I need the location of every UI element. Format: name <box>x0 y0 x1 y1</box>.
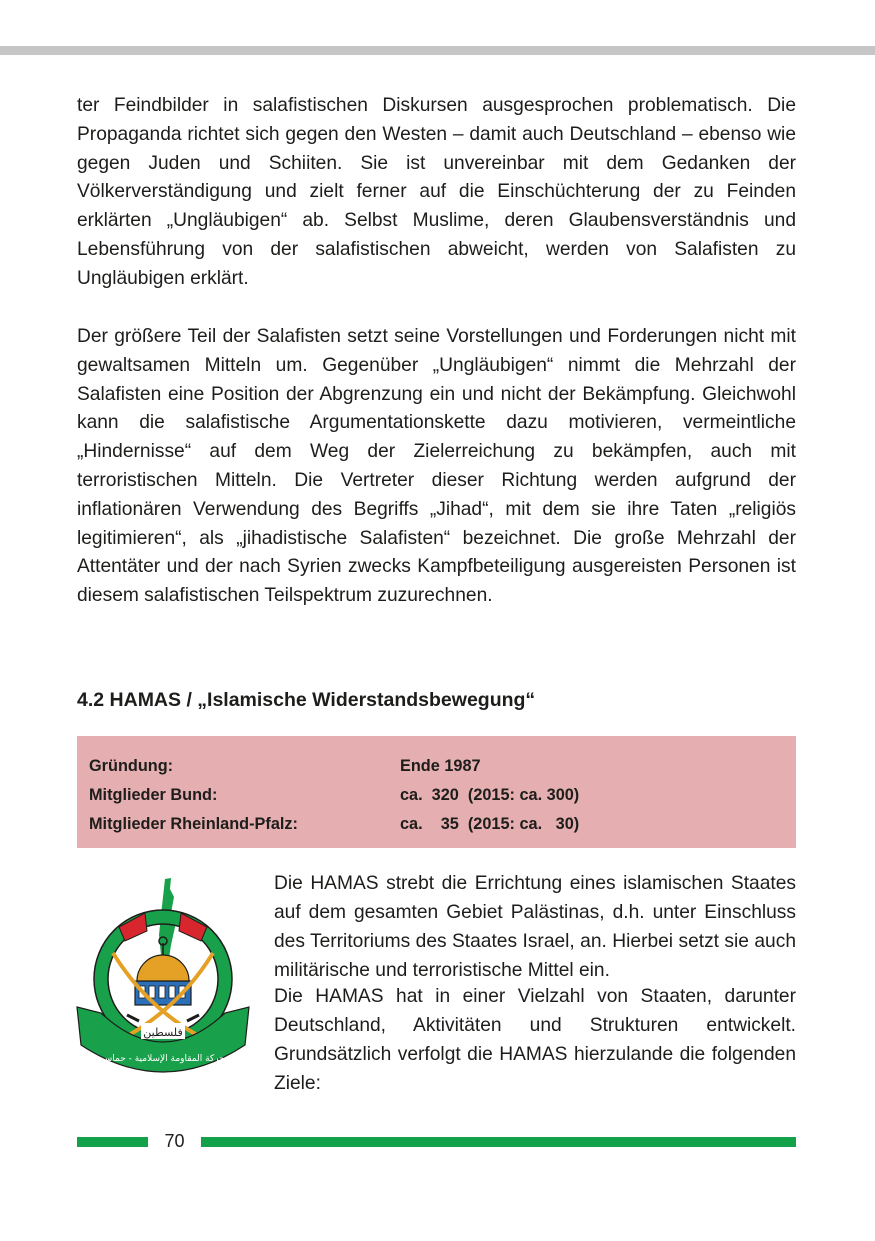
paragraph-hamas-ziele: Die HAMAS strebt die Errichtung eines islamischen Staates auf dem gesamten Gebiet Palästinas, d.h. unter Einschluss des Territoriums des Staates Israel, an. Hierbei setzt sie auch militärische und terroristische Mittel ein. <box>274 873 796 981</box>
fact-box <box>77 736 796 848</box>
fact-row-mitglieder-rlp <box>89 810 784 839</box>
fact-value: Ende 1987 <box>400 757 481 775</box>
fact-row-mitglieder-bund <box>89 781 784 810</box>
section-heading-hamas: 4.2 HAMAS / „Islamische Widerstandsbewegung“ <box>77 689 536 711</box>
hamas-emblem-icon <box>75 875 251 1083</box>
fact-value: ca. 320 (2015: ca. 300) <box>400 786 580 804</box>
emblem-ribbon-text: حركة المقاومة الإسلامية - حماس <box>101 1054 225 1064</box>
fact-row-gruendung <box>89 752 784 781</box>
top-divider <box>0 46 875 55</box>
fact-label: Mitglieder Bund: <box>89 786 218 804</box>
paragraph-hamas-strukturen: Die HAMAS hat in einer Vielzahl von Staaten, darunter Deutschland, Aktivitäten und Strukturen entwickelt. Grundsätzlich verfolgt die HAMAS hierzulande die folgenden Ziele: <box>274 986 796 1094</box>
footer-line-left <box>77 1137 148 1147</box>
paragraph-salafisten: Der größere Teil der Salafisten setzt seine Vorstellungen und Forderungen nicht mit gewaltsamen Mitteln um. Gegenüber „Ungläubigen“ nimmt die Mehrzahl der Salafisten eine Position der Abgrenzung ein und nicht der Bekämpfung. Gleichwohl kann die salafistische Argumentationskette dazu motivieren, vermeintliche „Hindernisse“ auf dem Weg der Zielerreichung zu bekämpfen, auch mit terroristischen Mitteln. Die Vertreter dieser Richtung werden aufgrund der inflationären Verwendung des Begriffs „Jihad“, mit dem sie ihre Taten „religiös legitimieren“, als „jihadistische Salafisten“ bezeichnet. Die große Mehrzahl der Attentäter und der nach Syrien zwecks Kampfbeteiligung ausgereisten Personen ist diesem salafistischen Teilspektrum zuzurechnen. <box>77 326 796 607</box>
footer-line-right <box>201 1137 796 1147</box>
fact-label: Mitglieder Rheinland-Pfalz: <box>89 815 298 833</box>
page-number: 70 <box>164 1131 185 1151</box>
paragraph-feindbilder: ter Feindbilder in salafistischen Diskursen ausgesprochen problematisch. Die Propaganda richtet sich gegen den Westen – damit auch Deutschland – ebenso wie gegen Juden und Schiiten. Sie ist unvereinbar mit dem Gedanken der Völkerverständigung und zielt ferner auf die Einschüchterung der zu Feinden erklärten „Ungläubigen“ ab. Selbst Muslime, deren Glaubensverständnis und Lebensführung von der salafistischen abweicht, werden von Salafisten zu Ungläubigen erklärt. <box>77 95 796 289</box>
emblem-center-text: فلسطين <box>143 1026 183 1039</box>
fact-label: Gründung: <box>89 757 174 775</box>
fact-value: ca. 35 (2015: ca. 30) <box>400 815 580 833</box>
